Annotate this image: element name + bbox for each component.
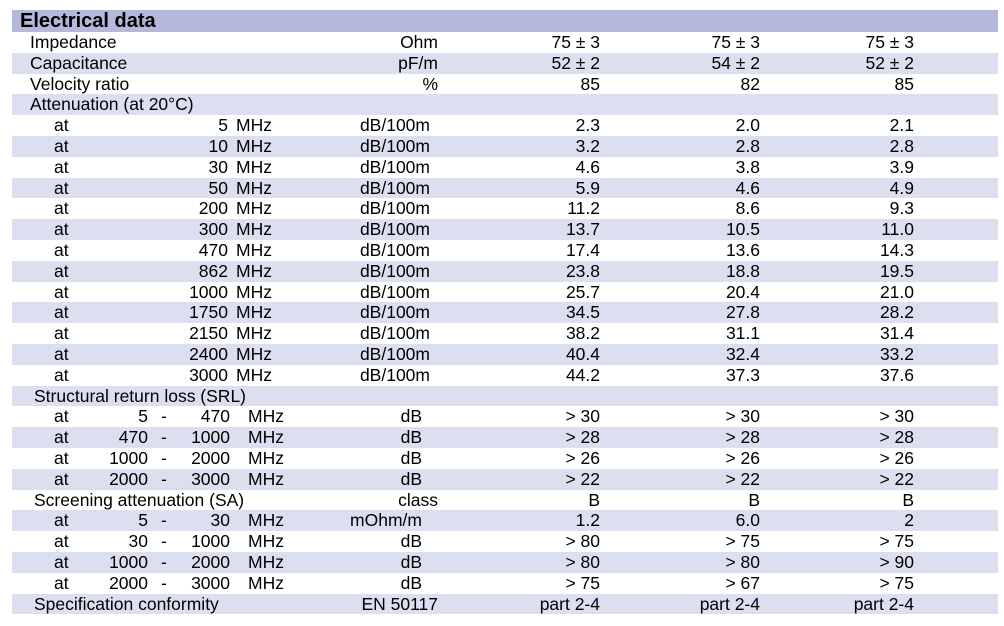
value-col-3: 33.2 bbox=[879, 343, 914, 364]
table-row bbox=[12, 282, 998, 303]
value-col-1: > 80 bbox=[565, 551, 600, 572]
param-label: Impedance bbox=[30, 32, 117, 52]
value-col-2: > 28 bbox=[725, 427, 760, 448]
value-col-2: part 2-4 bbox=[699, 593, 760, 614]
value-col-1: part 2-4 bbox=[539, 593, 600, 614]
unit-label: dB/100m bbox=[359, 323, 430, 344]
value-col-3: 14.3 bbox=[879, 239, 914, 260]
table-row bbox=[12, 510, 998, 531]
unit-label: dB bbox=[400, 468, 422, 489]
unit-label: dB/100m bbox=[359, 135, 430, 156]
range-dash: - bbox=[161, 572, 167, 593]
table-row bbox=[12, 302, 998, 323]
at-label: at bbox=[54, 468, 69, 489]
electrical-data-table bbox=[12, 10, 998, 614]
mhz-label: MHz bbox=[236, 198, 272, 219]
table-row bbox=[12, 115, 998, 136]
value-col-3: 37.6 bbox=[879, 364, 914, 385]
frequency-value: 5 bbox=[218, 115, 228, 136]
at-label: at bbox=[54, 447, 69, 468]
value-col-2: > 30 bbox=[725, 406, 760, 427]
value-col-3: B bbox=[902, 489, 914, 510]
range-dash: - bbox=[161, 551, 167, 572]
value-col-1: > 22 bbox=[565, 468, 600, 489]
range-to: 2000 bbox=[191, 551, 230, 572]
value-col-2: 10.5 bbox=[725, 219, 760, 240]
section-heading: Structural return loss (SRL) bbox=[34, 385, 247, 406]
table-row bbox=[12, 240, 998, 261]
unit-label: dB/100m bbox=[359, 239, 430, 260]
range-from: 1000 bbox=[109, 551, 148, 572]
frequency-value: 2150 bbox=[189, 323, 228, 344]
unit-label: dB/100m bbox=[359, 198, 430, 219]
at-label: at bbox=[54, 115, 69, 136]
mhz-label: MHz bbox=[248, 406, 284, 427]
value-col-3: 9.3 bbox=[889, 198, 914, 219]
value-col-2: 31.1 bbox=[725, 323, 760, 344]
unit-label: dB/100m bbox=[359, 219, 430, 240]
at-label: at bbox=[54, 177, 69, 198]
at-label: at bbox=[54, 239, 69, 260]
range-to: 1000 bbox=[191, 531, 230, 552]
mhz-label: MHz bbox=[236, 302, 272, 323]
at-label: at bbox=[54, 323, 69, 344]
value-col-2: 8.6 bbox=[735, 198, 760, 219]
mhz-label: MHz bbox=[236, 260, 272, 281]
value-col-3: part 2-4 bbox=[853, 593, 914, 614]
range-to: 2000 bbox=[191, 447, 230, 468]
value-col-1: 23.8 bbox=[565, 260, 600, 281]
value-col-1: 52 ± 2 bbox=[551, 52, 600, 73]
at-label: at bbox=[54, 406, 69, 427]
frequency-value: 300 bbox=[198, 219, 228, 240]
value-col-2: 6.0 bbox=[735, 510, 760, 531]
value-col-3: 4.9 bbox=[889, 177, 914, 198]
at-label: at bbox=[54, 135, 69, 156]
table-row bbox=[12, 178, 998, 199]
spec-row bbox=[12, 594, 998, 615]
value-col-2: > 67 bbox=[725, 572, 760, 593]
at-label: at bbox=[54, 302, 69, 323]
unit-label: dB/100m bbox=[359, 177, 430, 198]
table-body bbox=[12, 32, 998, 614]
value-col-3: 3.9 bbox=[889, 156, 914, 177]
frequency-value: 862 bbox=[198, 260, 228, 281]
table-row bbox=[12, 198, 998, 219]
value-col-3: > 75 bbox=[879, 572, 914, 593]
range-from: 2000 bbox=[109, 468, 148, 489]
value-col-3: > 90 bbox=[879, 551, 914, 572]
mhz-label: MHz bbox=[236, 323, 272, 344]
unit-label: dB bbox=[400, 572, 422, 593]
table-row bbox=[12, 53, 998, 74]
value-col-1: 3.2 bbox=[575, 135, 600, 156]
value-col-2: 20.4 bbox=[725, 281, 760, 302]
mhz-label: MHz bbox=[236, 281, 272, 302]
value-col-1: 5.9 bbox=[575, 177, 600, 198]
range-to: 3000 bbox=[191, 572, 230, 593]
value-col-1: 11.2 bbox=[567, 198, 600, 219]
unit-label: dB/100m bbox=[359, 115, 430, 136]
range-dash: - bbox=[161, 510, 167, 531]
range-from: 5 bbox=[138, 510, 148, 531]
unit-label: mOhm/m bbox=[350, 510, 422, 531]
value-col-3: 2 bbox=[904, 510, 914, 531]
value-col-2: 2.0 bbox=[735, 115, 760, 136]
table-row bbox=[12, 219, 998, 240]
range-dash: - bbox=[161, 468, 167, 489]
value-col-2: 75 ± 3 bbox=[711, 32, 760, 52]
range-from: 5 bbox=[138, 406, 148, 427]
at-label: at bbox=[54, 198, 69, 219]
table-title: Electrical data bbox=[12, 10, 998, 32]
unit-label: dB/100m bbox=[359, 281, 430, 302]
unit-label: dB bbox=[400, 551, 422, 572]
table-row bbox=[12, 323, 998, 344]
value-col-2: > 80 bbox=[725, 551, 760, 572]
mhz-label: MHz bbox=[236, 239, 272, 260]
value-col-2: 18.8 bbox=[725, 260, 760, 281]
value-col-2: 32.4 bbox=[725, 343, 760, 364]
table-row bbox=[12, 74, 998, 95]
unit-label: dB bbox=[400, 427, 422, 448]
value-col-2: 82 bbox=[740, 73, 760, 94]
value-col-2: 13.6 bbox=[725, 239, 760, 260]
at-label: at bbox=[54, 364, 69, 385]
frequency-value: 1750 bbox=[189, 302, 228, 323]
mhz-label: MHz bbox=[248, 447, 284, 468]
value-col-3: > 26 bbox=[879, 447, 914, 468]
value-col-3: 85 bbox=[894, 73, 914, 94]
param-unit: % bbox=[422, 73, 438, 94]
value-col-1: 4.6 bbox=[575, 156, 600, 177]
unit-label: dB bbox=[400, 447, 422, 468]
mhz-label: MHz bbox=[248, 468, 284, 489]
frequency-value: 50 bbox=[208, 177, 228, 198]
value-col-2: 4.6 bbox=[735, 177, 760, 198]
at-label: at bbox=[54, 281, 69, 302]
param-unit: pF/m bbox=[398, 52, 438, 73]
at-label: at bbox=[54, 572, 69, 593]
unit-label: dB/100m bbox=[359, 364, 430, 385]
value-col-1: 85 bbox=[580, 73, 600, 94]
at-label: at bbox=[54, 219, 69, 240]
mhz-label: MHz bbox=[248, 427, 284, 448]
table-row bbox=[12, 406, 998, 427]
frequency-value: 3000 bbox=[189, 364, 228, 385]
range-dash: - bbox=[161, 427, 167, 448]
frequency-value: 30 bbox=[208, 156, 228, 177]
range-from: 470 bbox=[118, 427, 148, 448]
value-col-1: 25.7 bbox=[565, 281, 600, 302]
section-heading: Attenuation (at 20°C) bbox=[30, 94, 194, 115]
frequency-value: 1000 bbox=[189, 281, 228, 302]
range-dash: - bbox=[161, 406, 167, 427]
value-col-1: > 26 bbox=[565, 447, 600, 468]
value-col-1: > 30 bbox=[565, 406, 600, 427]
value-col-3: > 30 bbox=[879, 406, 914, 427]
mhz-label: MHz bbox=[236, 343, 272, 364]
value-col-3: 75 ± 3 bbox=[865, 32, 914, 52]
frequency-value: 10 bbox=[208, 135, 228, 156]
table-row bbox=[12, 427, 998, 448]
at-label: at bbox=[54, 343, 69, 364]
table-row bbox=[12, 573, 998, 594]
value-col-1: 34.5 bbox=[565, 302, 600, 323]
value-col-2: 27.8 bbox=[725, 302, 760, 323]
value-col-1: 13.7 bbox=[565, 219, 600, 240]
param-label: Capacitance bbox=[30, 52, 128, 73]
range-dash: - bbox=[161, 447, 167, 468]
mhz-label: MHz bbox=[248, 572, 284, 593]
range-to: 1000 bbox=[191, 427, 230, 448]
table-row bbox=[12, 365, 998, 386]
table-row bbox=[12, 136, 998, 157]
value-col-3: 2.8 bbox=[889, 135, 914, 156]
unit-label: dB bbox=[400, 406, 422, 427]
unit-label: class bbox=[398, 489, 438, 510]
at-label: at bbox=[54, 531, 69, 552]
value-col-3: > 22 bbox=[879, 468, 914, 489]
range-from: 30 bbox=[128, 531, 148, 552]
unit-label: dB/100m bbox=[359, 302, 430, 323]
srl-heading bbox=[12, 386, 998, 407]
value-col-1: 17.4 bbox=[565, 239, 600, 260]
mhz-label: MHz bbox=[236, 115, 272, 136]
value-col-1: > 80 bbox=[565, 531, 600, 552]
table-row bbox=[12, 552, 998, 573]
frequency-value: 2400 bbox=[189, 343, 228, 364]
value-col-2: > 22 bbox=[725, 468, 760, 489]
value-col-2: B bbox=[748, 489, 760, 510]
mhz-label: MHz bbox=[236, 135, 272, 156]
value-col-2: 3.8 bbox=[735, 156, 760, 177]
mhz-label: MHz bbox=[248, 510, 284, 531]
param-unit: Ohm bbox=[400, 32, 438, 52]
frequency-value: 200 bbox=[198, 198, 228, 219]
table-row bbox=[12, 344, 998, 365]
range-from: 2000 bbox=[109, 572, 148, 593]
unit-label: dB bbox=[400, 531, 422, 552]
range-dash: - bbox=[161, 531, 167, 552]
table-row bbox=[12, 261, 998, 282]
unit-label: dB/100m bbox=[359, 260, 430, 281]
range-to: 470 bbox=[200, 406, 230, 427]
range-to: 3000 bbox=[191, 468, 230, 489]
spec-standard: EN 50117 bbox=[361, 593, 438, 614]
at-label: at bbox=[54, 510, 69, 531]
value-col-3: 52 ± 2 bbox=[865, 52, 914, 73]
table-row bbox=[12, 157, 998, 178]
table-row bbox=[12, 448, 998, 469]
range-to: 30 bbox=[210, 510, 230, 531]
value-col-3: > 28 bbox=[879, 427, 914, 448]
value-col-2: 2.8 bbox=[735, 135, 760, 156]
at-label: at bbox=[54, 427, 69, 448]
mhz-label: MHz bbox=[236, 219, 272, 240]
value-col-1: > 28 bbox=[565, 427, 600, 448]
value-col-2: 54 ± 2 bbox=[711, 52, 760, 73]
value-col-3: 19.5 bbox=[879, 260, 914, 281]
mhz-label: MHz bbox=[236, 364, 272, 385]
value-col-2: 37.3 bbox=[725, 364, 760, 385]
value-col-1: > 75 bbox=[565, 572, 600, 593]
value-col-2: > 75 bbox=[725, 531, 760, 552]
mhz-label: MHz bbox=[248, 551, 284, 572]
mhz-label: MHz bbox=[236, 177, 272, 198]
value-col-1: 44.2 bbox=[565, 364, 600, 385]
unit-label: dB/100m bbox=[359, 343, 430, 364]
section-heading: Screening attenuation (SA) bbox=[34, 489, 245, 510]
at-label: at bbox=[54, 156, 69, 177]
value-col-3: 11.0 bbox=[881, 219, 914, 240]
value-col-1: 40.4 bbox=[565, 343, 600, 364]
attenuation-heading bbox=[12, 94, 998, 115]
table-row bbox=[12, 531, 998, 552]
value-col-1: B bbox=[588, 489, 600, 510]
value-col-3: > 75 bbox=[879, 531, 914, 552]
unit-label: dB/100m bbox=[359, 156, 430, 177]
mhz-label: MHz bbox=[248, 531, 284, 552]
value-col-1: 38.2 bbox=[565, 323, 600, 344]
param-label: Velocity ratio bbox=[30, 73, 130, 94]
value-col-2: > 26 bbox=[725, 447, 760, 468]
spec-label: Specification conformity bbox=[34, 593, 219, 614]
sa-heading bbox=[12, 490, 998, 511]
mhz-label: MHz bbox=[236, 156, 272, 177]
value-col-3: 2.1 bbox=[889, 115, 914, 136]
at-label: at bbox=[54, 551, 69, 572]
table-row bbox=[12, 469, 998, 490]
table-row bbox=[12, 32, 998, 53]
range-from: 1000 bbox=[109, 447, 148, 468]
value-col-3: 31.4 bbox=[879, 323, 914, 344]
value-col-1: 2.3 bbox=[575, 115, 600, 136]
value-col-1: 1.2 bbox=[575, 510, 600, 531]
value-col-3: 21.0 bbox=[879, 281, 914, 302]
value-col-3: 28.2 bbox=[879, 302, 914, 323]
at-label: at bbox=[54, 260, 69, 281]
frequency-value: 470 bbox=[198, 239, 228, 260]
value-col-1: 75 ± 3 bbox=[551, 32, 600, 52]
